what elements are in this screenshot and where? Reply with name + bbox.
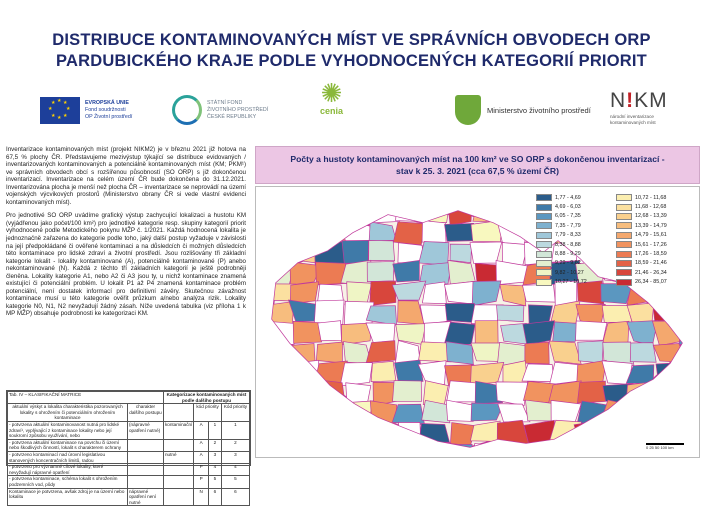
district-area [576,321,607,340]
district-area [396,202,424,221]
legend-label: 8,38 - 8,88 [555,241,581,248]
district-area [628,401,657,424]
legend-label: 18,59 - 21,46 [635,260,667,267]
table-cell: P [194,476,209,488]
district-area [371,361,396,381]
table-cell: A [194,439,209,451]
table-cell: 6 [221,488,249,506]
legend-swatch [616,241,632,248]
district-area [549,441,576,464]
legend-label: 8,88 - 9,29 [555,251,581,258]
district-area [679,323,711,345]
nikm-logo [610,90,668,142]
district-area [316,342,342,363]
district-area [268,423,290,444]
district-area [344,202,369,222]
district-area [681,361,708,384]
legend-item [616,240,720,249]
district-area [577,381,605,403]
table-col-2: charakter dalšího postupu [128,404,164,422]
district-area [318,321,342,341]
legend-label: 9,29 - 9,82 [555,260,581,267]
legend-swatch [536,232,552,239]
table-col-3: kód priority [194,404,222,422]
legend-swatch [616,269,632,276]
district-area [497,305,524,322]
district-area [294,383,319,402]
district-area [475,321,498,346]
legend-swatch [616,222,632,229]
cenia-word: cenia [320,106,344,116]
mzp-logo [455,84,591,136]
legend-swatch [536,251,552,258]
table-cell: 2 [221,439,249,451]
district-area [630,343,656,363]
table-row [8,439,250,451]
table-caption: Tab. IV – KLASIFIKAČNÍ MATRICE [8,392,164,404]
district-area [525,400,551,421]
district-area [522,284,555,302]
district-area [525,342,549,364]
table-cell: kontaminační [164,421,194,439]
table-cell: A [194,451,209,463]
district-area [419,423,449,442]
district-area [497,445,529,464]
legend-item [616,212,720,221]
table-cell: nutné [164,451,194,463]
district-area [578,341,604,363]
legend-item [616,202,720,211]
district-area [684,443,710,464]
legend-item [616,249,720,258]
legend-swatch [616,204,632,211]
district-area [342,424,373,445]
district-area [682,342,708,362]
district-area [341,323,371,345]
legend-label: 10,27 - 10,72 [555,279,587,286]
district-area [475,444,502,464]
district-area [291,401,316,425]
table-cell: 5 [209,476,222,488]
district-area [265,402,293,425]
legend-item [616,231,720,240]
district-area [269,381,293,401]
district-area [681,382,708,404]
map-title-line-2: stav k 25. 3. 2021 (cca 67,5 % území ČR) [396,166,559,176]
table-cell: - potvrzeno kontaminací nad úrovní legislativou stanovených koncentračních limitů, radou [8,451,128,463]
table-row [8,421,250,439]
legend-swatch [616,194,632,201]
eu-logo [40,84,132,136]
table-col-1: aktuální výskyt a lokalita charakteristika pozorovaných lokality s ohrožením či potenciálním ohrožením kontaminace [8,404,128,422]
district-area [444,281,474,304]
district-area [343,445,373,464]
district-area [393,381,422,402]
district-area [678,421,710,445]
nikm-word-c: KM [634,89,668,112]
district-area [262,241,290,266]
table-cell: - potvrzena kontaminace, schéma lokalit s ohrožením podzemních vod, půdy [8,476,128,488]
district-area [369,441,398,465]
district-area [578,441,608,464]
table-cell: 1 [221,421,249,439]
legend-swatch [536,241,552,248]
map-panel [255,146,700,458]
district-area [471,343,501,362]
legend-label: 14,79 - 15,61 [635,232,667,239]
legend-label: 13,39 - 14,79 [635,222,667,229]
district-area [422,282,446,304]
district-area [604,421,630,445]
title-line-2: PARDUBICKÉHO KRAJE PODLE VYHODNOCENÝCH KATEGORIÍ PRIORIT [56,52,647,70]
table-cell [164,476,194,488]
table-cell [128,464,164,476]
district-area [290,445,321,465]
table-cell: (nápravné opatření nutné) [128,421,164,439]
table-cell [164,439,194,451]
table-cell: 4 [209,464,222,476]
table-row [8,464,250,476]
table-cell: 6 [209,488,222,506]
table-cell: 1 [209,421,222,439]
legend-label: 11,68 - 12,68 [635,204,667,211]
table-cell: - potvrzena aktuální kontaminace na povrchu či území nebo škodlivých činností, lokalit s charakterem ochrany [8,439,128,451]
district-area [290,343,315,362]
table-cell [128,451,164,463]
cenia-mark-icon: ✺ [320,78,343,108]
eu-logo-line-3: OP Životní prostředí [85,113,133,120]
legend-item [616,221,720,230]
cenia-logo [320,80,343,132]
district-area [653,381,684,403]
district-area [450,244,472,263]
district-area [526,444,553,462]
district-area [294,223,322,244]
district-area [263,201,292,225]
logo-strip [0,78,703,142]
district-area [367,261,394,281]
mzp-logo-text: Ministerstvo životního prostředí [487,105,591,115]
title-line-1: DISTRIBUCE KONTAMINOVANÝCH MÍST VE SPRÁVNÍCH OBVODECH ORP [52,31,651,49]
district-area [658,402,686,425]
table-cell: - potvrzena aktuální kontaminovanost nutná pro lidské zdraví¹, vyplývající z kontaminace lokality nebo její soukromí způsobu využívání, nebo [8,421,128,439]
district-area [500,200,530,223]
district-area [470,242,502,263]
district-area [471,220,503,242]
legend-item [616,278,720,287]
district-area [369,240,395,260]
district-area [448,202,472,226]
district-area [522,364,554,382]
district-area [629,422,659,444]
nikm-sub-2: kontaminovaných míst [610,119,656,125]
district-area [574,421,601,443]
map-area [255,186,700,458]
eu-flag-icon: ★ ★ ★ ★ ★ ★ ★ ★ [40,97,80,124]
district-area [683,404,710,421]
legend-label: 26,34 - 85,07 [635,279,667,286]
legend-label: 7,79 - 8,33 [555,232,581,239]
district-area [394,360,423,382]
table-cell: nápravné opatření není nutné [128,488,164,506]
legend-label: 7,35 - 7,79 [555,222,581,229]
sfzp-logo-line-2: ŽIVOTNÍHO PROSTŘEDÍ [207,106,269,113]
table-row [8,476,250,488]
district-area [678,301,705,322]
legend-label: 21,46 - 26,34 [635,269,667,276]
legend-label: 6,05 - 7,35 [555,213,581,220]
table-cell [164,464,194,476]
legend-label: 15,61 - 17,26 [635,241,667,248]
legend-label: 12,68 - 13,39 [635,213,667,220]
district-area [315,200,347,222]
district-area [604,444,628,465]
table-cell: 3 [221,451,249,463]
nikm-sub-1: národní inventarizace [610,114,654,119]
eu-logo-line-2: Fond soudržnosti [85,106,126,113]
legend-swatch [536,204,552,211]
classification-table [6,390,251,505]
table-cell: N [194,488,209,506]
district-area [419,242,449,266]
district-area [316,380,345,406]
scale-bar-label: 0 25 50 100 km [646,445,674,450]
sfzp-logo [172,84,268,136]
table-cell [164,488,194,506]
district-area [653,302,681,321]
table-row [8,488,250,506]
district-area [447,381,478,402]
legend-label: 9,82 - 10,27 [555,269,584,276]
district-area [316,401,344,424]
table-col-4: Kód priority [221,404,249,422]
intro-paragraph-1: Inventarizace kontaminovaných míst (projekt NIKM2) je v březnu 2021 již hotova na 67,5 % plochy ČR. Představujeme mezivýstup týkající se distribuce evidovaných / inventarizovaných kontaminovaných a potenciálně kontaminovaných míst (KM; PKM¹) ve správních obvodech obcí s rozšířenou působností (SO ORP) s již dokončenou inventarizací. Inventarizace na celém území ČR bude dokončena do 31.12.2021. Inventarizována plocha je menší než plocha ČR – inventarizace se neprovádí na území vojenských výcvikových prostorů (Ministerstvo obrany ČR si vede vlastní evidenci kontaminovaných míst). [6,146,246,206]
table-cell: - potvrzeno pro významné cílové lokality, které nevyžadují nápravné opatření [8,464,128,476]
district-area [399,442,422,464]
district-area [393,260,420,282]
map-title [255,146,700,184]
table-cell: Kontaminace je potvrzena, avšak zdroj je na území nebo lokalitu [8,488,128,506]
legend-swatch [536,260,552,267]
district-area [421,443,448,466]
district-area [320,425,343,443]
district-area [392,404,424,424]
legend-label: 4,69 - 6,03 [555,204,581,211]
district-area [421,204,449,223]
table-cell: 5 [221,476,249,488]
legend-right [616,193,720,287]
sfzp-logo-line-1: STÁTNÍ FOND [207,99,243,106]
district-area [290,200,319,221]
district-area [473,203,501,222]
table-cell: P [194,464,209,476]
district-area [393,222,425,245]
district-area [268,345,289,361]
legend-swatch [536,213,552,220]
district-area [446,342,473,365]
district-area [290,282,318,304]
district-area [315,441,346,465]
nikm-word-a: N [610,89,627,112]
legend-item [616,193,720,202]
eu-logo-line-1: EVROPSKÁ UNIE [85,99,129,106]
legend-swatch [616,232,632,239]
intro-text [6,146,246,324]
table-cell: A [194,421,209,439]
district-area [266,321,295,346]
legend-label: 17,26 - 18,59 [635,251,667,258]
table-cell [128,439,164,451]
map-title-line-1: Počty a hustoty kontaminovaných míst na 100 km² ve SO ORP s dokončenou inventarizací - [290,154,665,164]
mzp-shield-icon [455,95,481,125]
legend-label: 10,72 - 11,68 [635,194,667,201]
intro-paragraph-2: Pro jednotlivé SO ORP uvádíme grafický výstup zachycující lokalizaci a hustotu KM (vyjádřenou jako počet/100 km²) pro jednotlivé kategorie resp. skupiny kategorií priorit vyhodnocené podle Metodického pokynu MŽP č. 1/2021. Každá hodnocená lokalita je jednoznačně zařazena do kategorie podle toho, jaký další postup vyžaduje v závislosti na její předpokládané či ověřené kontaminaci a na důsledcích či možných důsledcích této kontaminace pro lidské zdraví a životní prostředí. Jsou rozlišovány tři základní kategorie lokalit - lokality kontaminované (A), potenciálně kontaminované (P) anebo nekontaminované (N). Každá z těchto tří základních kategorií je ještě podrobněji členěna. Lokality kategorie A1, nebo A2 či A3 jsou ty, u nichž kontaminace znamená existující či potenciální problém. U lokalit P1 až P4 znamená kontaminace problém potenciální, není dostatek informací pro definitivní závěry. Skutečnou závažnost kontaminace musí u této kategorie ověřit průzkum a/nebo analýza rizik. Lokality kategorie N0, N1, N2 nevyžadují žádný zásah. Níže uvedená tabulka (viz příloha 1 k MP MŽP) obsahuje podrobnosti ke kategorizaci KM. [6,212,246,318]
legend-swatch [536,279,552,286]
district-area [289,420,319,443]
district-area [288,360,318,385]
legend-swatch [616,260,632,267]
district-area [293,321,322,343]
legend-swatch [616,279,632,286]
table-cell: 2 [209,439,222,451]
district-area [263,361,290,386]
legend-swatch [536,222,552,229]
scale-bar [646,443,684,450]
legend-swatch [616,213,632,220]
district-area [398,422,421,445]
legend-item [616,268,720,277]
district-area [340,363,372,386]
table-cell: 3 [209,451,222,463]
legend-item [616,259,720,268]
sfzp-logo-line-3: ČESKÉ REPUBLIKY [207,113,257,120]
district-area [269,224,293,245]
district-area [342,240,369,263]
table-header-main: Kategorizace kontaminovaných míst podle dalšího postupu [164,392,250,404]
page-title [0,30,703,72]
table-row [8,451,250,463]
district-area [448,260,475,284]
district-area [370,424,396,445]
district-area [422,221,446,243]
table-cell: 4 [221,464,249,476]
legend-label: 1,77 - 4,69 [555,194,581,201]
legend-swatch [536,269,552,276]
legend-swatch [536,194,552,201]
sfzp-circle-icon [172,95,202,125]
table-cell [128,476,164,488]
legend-swatch [616,251,632,258]
district-area [263,442,291,465]
nikm-word-b: ! [626,89,635,112]
